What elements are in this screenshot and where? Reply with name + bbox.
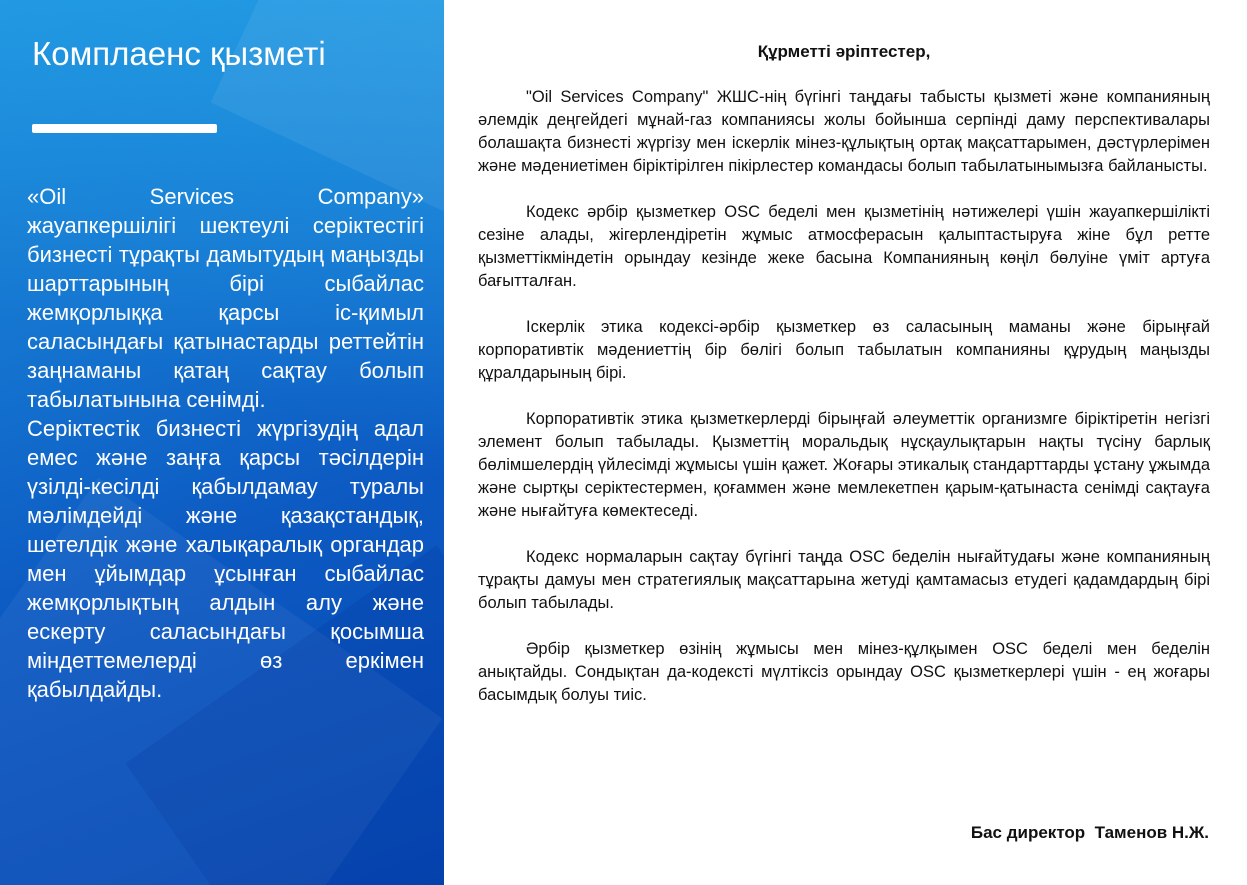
letter-body — [478, 86, 1210, 707]
letter-signature: Бас директор Таменов Н.Ж. — [970, 823, 1209, 842]
letter-paragraph: Әрбір қызметкер өзінің жұмысы мен мінез-құлқымен OSC беделі мен беделін анықтайды. Сондықтан да-кодексті мүлтіксіз орындау OSC қызметкерлері үшін - ең жоғары басымдық болуы тиіс. — [478, 640, 1210, 704]
letter-paragraph: Іскерлік этика кодексі-әрбір қызметкер өз саласының маманы және бірыңғай корпоративтік мәдениеттің бір бөлігі болып табылатын компанияны құрудың маңызды құралдарының бірі. — [478, 318, 1210, 382]
sidebar-paragraph: Серіктестік бизнесті жүргізудің адал емес және заңға қарсы тәсілдерін үзілді-кесілді қабылдамау туралы мәлімдейді және қазақстандық, шетелдік және халықаралық органдар мен ұйымдар ұсынған сыбайлас жемқорлықтың алдын алу және ескерту саласындағы қосымша міндеттемелерді өз еркімен қабылдайды. — [27, 416, 424, 702]
letter-paragraph: "Oil Services Company" ЖШС-нің бүгінгі таңдағы табысты қызметі және компанияның әлемдік деңгейдегі мұнай-газ компаниясы жолы бойынша серпінді даму перспективалары болашақта бизнесті жүргізу мен іскерлік мінез-құлықтың ортақ мақсаттарымен, дәстүрлерімен және мәдениетімен біріктірілген пікірлестер командасы болып табылатынымызға байланысты. — [478, 88, 1210, 175]
sidebar-title: Комплаенс қызметі — [32, 35, 326, 72]
letter-paragraph: Кодекс нормаларын сақтау бүгінгі таңда OSC беделін нығайтудағы және компанияның тұрақты дамуы мен стратегиялық мақсаттарына жетуді қамтамасыз етудегі қадамдардың бірі болып табылады. — [478, 548, 1210, 612]
title-underline — [32, 124, 217, 133]
compliance-sidebar — [0, 0, 444, 885]
letter-paragraph: Кодекс әрбір қызметкер OSC беделі мен қызметінің нәтижелері үшін жауапкершілікті сезіне алады, жігерлендіретін жұмыс атмосферасын қалыптастыруға жіне бұл ретте қызметтікміндетін орындау кезінде жеке басына Компанияның көңіл бөлуіне үміт артуға бағытталған. — [478, 203, 1210, 290]
sidebar-body — [27, 182, 424, 704]
letter — [478, 40, 1210, 730]
sidebar-paragraph: «Oil Services Company» жауапкершілігі шектеулі серіктестігі бизнесті тұрақты дамытудың маңызды шарттарының бірі сыбайлас жемқорлыққа қарсы іс-қимыл саласындағы қатынастарды реттейтін заңнаманы қатаң сақтау болып табылатынына сенімді. — [27, 184, 424, 412]
letter-paragraph: Корпоративтік этика қызметкерлерді бірыңғай әлеуметтік организмге біріктіретін негізгі элемент болып табылады. Қызметтің моральдық нұсқаулықтарын нақты түсіну барлық бөлімшелердің үйлесімді жұмысы үшін қажет. Жоғары этикалық стандарттарды ұстану ұжымда және сыртқы серіктестермен, қоғаммен және мемлекетпен қарым-қатынаста сенімді сақтауға және нығайтуға көмектеседі. — [478, 410, 1210, 520]
letter-greeting: Құрметті әріптестер, — [757, 42, 931, 61]
